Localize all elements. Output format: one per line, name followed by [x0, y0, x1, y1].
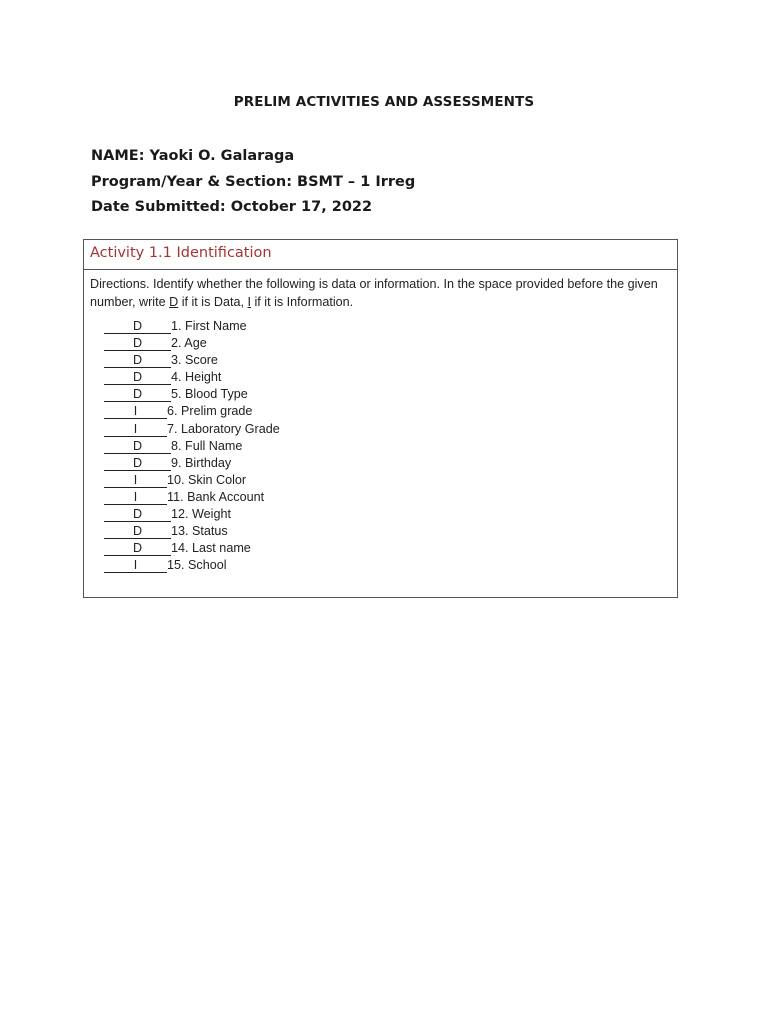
item-label: 5. Blood Type: [171, 387, 248, 402]
item-label: 14. Last name: [171, 541, 251, 556]
directions-data-letter: D: [169, 294, 179, 309]
activity-box: [83, 239, 678, 598]
answer-blank: I: [104, 422, 167, 437]
item-label: 9. Birthday: [171, 455, 232, 470]
list-item: [104, 472, 677, 489]
answer-blank: D: [104, 541, 171, 556]
directions-part-1: Directions. Identify whether the following is data or information. In the space provided before the given number, write: [90, 277, 658, 309]
answer-blank: I: [104, 558, 167, 573]
list-item: [104, 318, 677, 335]
date-submitted: Date Submitted: October 17, 2022: [91, 199, 373, 215]
answer-blank: D: [104, 456, 171, 471]
item-label: 4. Height: [171, 370, 222, 385]
answer-blank: I: [104, 490, 167, 505]
answer-blank: D: [104, 439, 171, 454]
list-item: [104, 523, 677, 540]
item-label: 10. Skin Color: [167, 472, 247, 487]
answer-blank: I: [104, 404, 167, 419]
item-label: 3. Score: [171, 353, 218, 368]
list-item: [104, 335, 677, 352]
list-item: [104, 455, 677, 472]
answer-blank: D: [104, 387, 171, 402]
answer-blank: D: [104, 319, 171, 334]
answer-blank: D: [104, 507, 171, 522]
item-label: 6. Prelim grade: [167, 404, 253, 419]
directions-part-3: if it is Information.: [251, 294, 354, 309]
student-name: NAME: Yaoki O. Galaraga: [91, 148, 295, 164]
item-label: 12. Weight: [171, 507, 231, 522]
item-label: 13. Status: [171, 524, 228, 539]
list-item: [104, 438, 677, 455]
list-item: [104, 403, 677, 420]
directions-text: [84, 270, 677, 311]
page-title: PRELIM ACTIVITIES AND ASSESSMENTS: [233, 94, 535, 110]
activity-heading: Activity 1.1 Identification: [84, 240, 677, 270]
list-item: [104, 540, 677, 557]
list-item: [104, 421, 677, 438]
item-label: 1. First Name: [171, 319, 247, 333]
item-label: 15. School: [167, 558, 227, 573]
item-label: 11. Bank Account: [167, 489, 265, 504]
directions-part-2: if it is Data,: [178, 294, 248, 309]
answer-blank: D: [104, 370, 171, 385]
answer-blank: D: [104, 336, 171, 351]
list-item: [104, 557, 677, 574]
list-item: [104, 489, 677, 506]
list-item: [104, 369, 677, 386]
answer-blank: D: [104, 353, 171, 368]
item-label: 8. Full Name: [171, 438, 243, 453]
list-item: [104, 506, 677, 523]
answer-blank: D: [104, 524, 171, 539]
answer-list: [84, 318, 677, 574]
list-item: [104, 386, 677, 403]
program-section: Program/Year & Section: BSMT – 1 Irreg: [91, 173, 416, 190]
list-item: [104, 352, 677, 369]
item-label: 7. Laboratory Grade: [167, 421, 280, 436]
directions-info-letter: I: [247, 294, 251, 309]
answer-blank: I: [104, 473, 167, 488]
student-info: [91, 144, 415, 221]
item-label: 2. Age: [171, 336, 207, 351]
